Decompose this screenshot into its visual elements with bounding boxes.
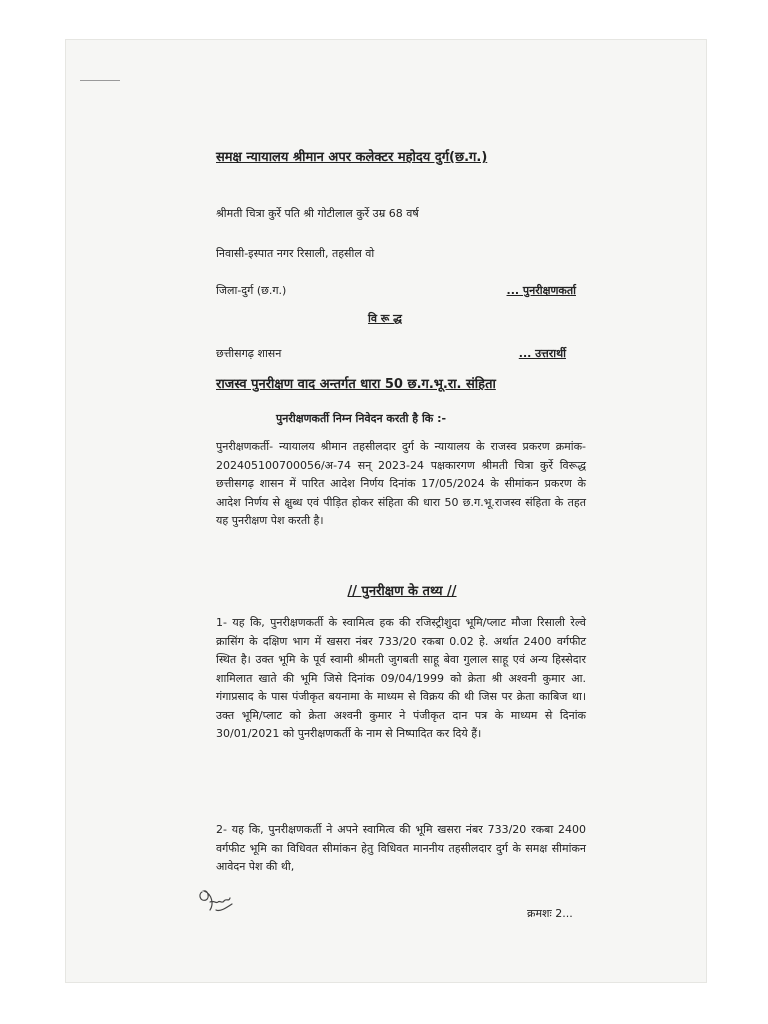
respondent-name: छत्तीसगढ़ शासन: [216, 347, 282, 360]
respondent-row: [216, 346, 566, 362]
petitioner-role: ... पुनरीक्षणकर्ता: [506, 284, 576, 297]
petitioner-district-row: [216, 283, 576, 299]
continued-marker: क्रमशः 2...: [527, 907, 573, 920]
petitioner-district: जिला-दुर्ग (छ.ग.): [216, 284, 287, 297]
petitioner-name-line: श्रीमती चित्रा कुर्रे पति श्री गोटीलाल कुर्रे उम्र 68 वर्ष: [216, 207, 419, 220]
versus-label: वि रू द्ध: [368, 312, 402, 325]
intro-paragraph: पुनरीक्षणकर्ती- न्यायालय श्रीमान तहसीलदार दुर्ग के न्यायालय के राजस्व प्रकरण क्रमांक- 202405100700056/अ-74 सन् 2023-24 पक्षकारगण श्रीमती चित्रा कुर्रे विरूद्ध छत्तीसगढ़ शासन में पारित आदेश निर्णय दिनांक 17/05/2024 के सीमांकन प्रकरण के आदेश निर्णय से क्षुब्ध एवं पीड़ित होकर संहिता की धारा 50 छ.ग.भू.राजस्व संहिता के तहत यह पुनरीक्षण पेश करती है।: [216, 440, 586, 527]
court-title: समक्ष न्यायालय श्रीमान अपर कलेक्टर महोदय दुर्ग(छ.ग.): [216, 150, 488, 165]
facts-heading: [332, 584, 472, 600]
fact-paragraph-1: 1- यह कि, पुनरीक्षणकर्ती के स्वामित्व हक की रजिस्ट्रीशुदा भूमि/प्लाट मौजा रिसाली रेल्वे क्रासिंग के दक्षिण भाग में खसरा नंबर 733/20 रकबा 0.02 हे. अर्थात 2400 वर्गफीट स्थित है। उक्त भूमि के पूर्व स्वामी श्रीमती जुगबती साहू बेवा गुलाल साहू एवं अन्य हिस्सेदार शामिलात खाते की भूमि जिसे दिनांक 09/04/1999 को क्रेता श्री अश्वनी कुमार आ. गंगाप्रसाद के पास पंजीकृत बयनामा के माध्यम से विक्रय की थी जिस पर क्रेता काबिज था। उक्त भूमि/प्लाट को क्रेता अश्वनी कुमार ने पंजीकृत दान पत्र के माध्यम से दिनांक 30/01/2021 को पुनरीक्षणकर्ती के नाम से निष्पादित कर दिये हैं।: [216, 616, 586, 740]
petitioner-address-line: निवासी-इस्पात नगर रिसाली, तहसील वो: [216, 247, 375, 260]
respondent-role: ... उत्तरार्थी: [518, 347, 566, 360]
case-title: राजस्व पुनरीक्षण वाद अन्तर्गत धारा 50 छ.ग.भू.रा. संहिता: [216, 377, 496, 392]
fact-paragraph-2: 2- यह कि, पुनरीक्षणकर्ती ने अपने स्वामित्व की भूमि खसरा नंबर 733/20 रकबा 2400 वर्गफीट भूमि का विधिवत सीमांकन हेतु विधिवत माननीय तहसीलदार दुर्ग के समक्ष सीमांकन आवेदन पेश की थी,: [216, 823, 586, 873]
scan-mark: [80, 80, 120, 81]
facts-heading-text: // पुनरीक्षण के तथ्य //: [347, 584, 457, 599]
prayer-intro: पुनरीक्षणकर्ती निम्न निवेदन करती है कि :-: [276, 412, 447, 425]
signature-mark: [196, 884, 236, 918]
